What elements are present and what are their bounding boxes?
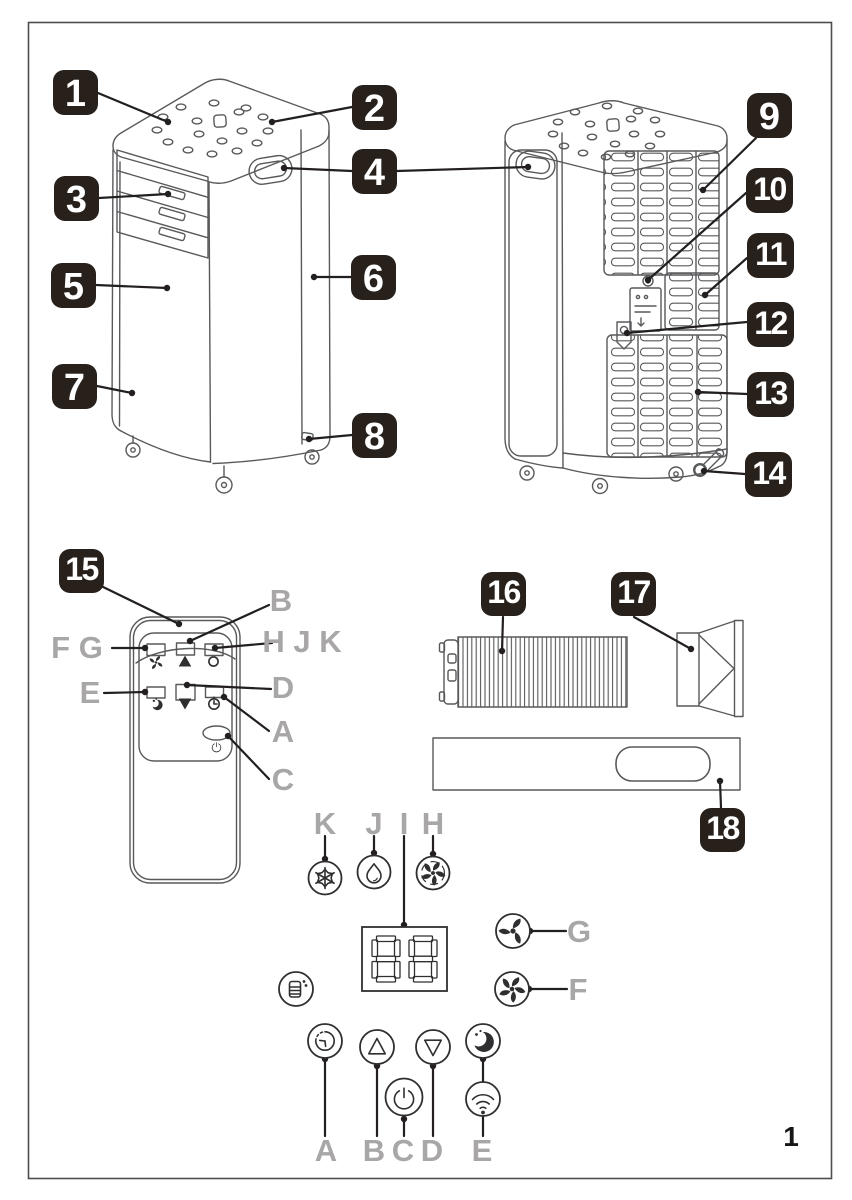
panel-sleep-button: [466, 1024, 500, 1058]
callout-badge-4: [352, 149, 397, 194]
remote-sleep-icon: [152, 698, 162, 710]
callout-number: 17: [617, 574, 650, 610]
remote-label-a: A: [271, 714, 295, 749]
panel-down-button: [416, 1030, 450, 1064]
exhaust-hose-drawing: [440, 637, 628, 707]
panel-label-b: B: [362, 1133, 386, 1168]
callout-number: 13: [754, 375, 787, 411]
remote-label-f-g: F G: [51, 630, 103, 665]
remote-down-arrow-icon: [179, 699, 192, 710]
callout-number: 6: [362, 258, 385, 300]
panel-power-button: [386, 1079, 423, 1116]
callout-badge-5: [51, 263, 96, 308]
temperature-display: [362, 927, 447, 991]
page-number: 1: [783, 1121, 799, 1152]
panel-label-d: D: [420, 1133, 444, 1168]
callout-number: 1: [64, 73, 87, 115]
callout-number: 4: [363, 152, 386, 194]
remote-label-c: C: [271, 762, 295, 797]
panel-fan-high-button: [496, 914, 530, 948]
callout-badge-17: [611, 572, 656, 616]
callout-number: 8: [363, 416, 386, 458]
remote-sleep-button: [147, 687, 165, 698]
panel-dry-button: [358, 856, 391, 889]
panel-fan-mode-button: [417, 857, 450, 890]
callout-number: 14: [752, 455, 785, 491]
remote-label-e: E: [79, 675, 101, 710]
callout-badge-16: [481, 572, 526, 616]
rear-handle: [514, 149, 556, 180]
callout-number: 2: [363, 88, 386, 130]
remote-label-h-j-k: H J K: [262, 624, 342, 659]
callout-badge-15: [59, 549, 104, 593]
panel-label-e: E: [471, 1133, 493, 1168]
front-louver-vents: [117, 150, 208, 258]
remote-fan-icon: [150, 656, 163, 669]
callout-number: 10: [753, 171, 786, 207]
panel-up-button: [360, 1030, 394, 1064]
remote-control-drawing: [130, 617, 240, 883]
callout-badge-9: [747, 93, 792, 138]
callout-badge-3: [54, 176, 99, 221]
panel-label-f: F: [568, 972, 588, 1007]
callout-badge-2: [352, 85, 397, 130]
panel-label-c: C: [391, 1133, 415, 1168]
callout-number: 9: [758, 96, 781, 138]
remote-timer-icon: [209, 697, 219, 709]
wifi-indicator: [466, 1082, 500, 1116]
panel-cool-button: [309, 862, 342, 895]
callout-number: 15: [65, 551, 98, 587]
callout-number: 12: [754, 305, 787, 341]
rear-lower-grille: [607, 335, 727, 457]
remote-timer-button: [206, 687, 224, 698]
rear-view-drawing: [505, 101, 727, 494]
front-handle: [247, 154, 294, 186]
control-panel-diagram: [279, 836, 567, 1136]
rear-casters: [520, 466, 683, 494]
callout-badge-7: [52, 364, 97, 409]
callout-number: 11: [755, 236, 786, 272]
remote-up-arrow-icon: [179, 656, 192, 667]
rating-label: [630, 288, 661, 331]
remote-label-d: D: [271, 670, 295, 705]
callout-number: 3: [65, 179, 88, 221]
remote-label-b: B: [269, 583, 293, 618]
front-top-control-panel: [152, 100, 273, 157]
panel-label-k: K: [313, 806, 337, 841]
panel-label-a: A: [314, 1133, 338, 1168]
panel-fan-low-button: [495, 972, 529, 1006]
window-slider-drawing: [433, 738, 740, 790]
panel-label-j: J: [365, 806, 383, 841]
callout-badge-11: [747, 233, 794, 278]
callout-badge-14: [745, 452, 792, 497]
callout-number: 7: [63, 367, 86, 409]
panel-label-g: G: [566, 914, 592, 949]
callout-badge-8: [352, 413, 397, 458]
callout-badge-10: [746, 168, 793, 213]
rear-upper-grille: [604, 151, 719, 275]
rear-middle-grille: [665, 273, 719, 330]
callout-badge-1: [53, 70, 98, 115]
callout-number: 5: [62, 266, 85, 308]
callout-number: 16: [487, 574, 520, 610]
callout-badge-12: [747, 302, 794, 347]
remote-power-icon: [212, 743, 221, 752]
callout-number: 18: [706, 810, 739, 846]
panel-label-i: I: [399, 806, 409, 841]
remote-mode-icon: [209, 657, 218, 666]
callout-badge-6: [351, 255, 396, 300]
callout-badge-13: [747, 372, 794, 417]
window-adapter-drawing: [677, 621, 743, 717]
water-full-indicator: [279, 972, 313, 1006]
panel-label-h: H: [421, 806, 445, 841]
panel-timer-button: [308, 1024, 342, 1058]
callout-badge-18: [700, 808, 745, 852]
